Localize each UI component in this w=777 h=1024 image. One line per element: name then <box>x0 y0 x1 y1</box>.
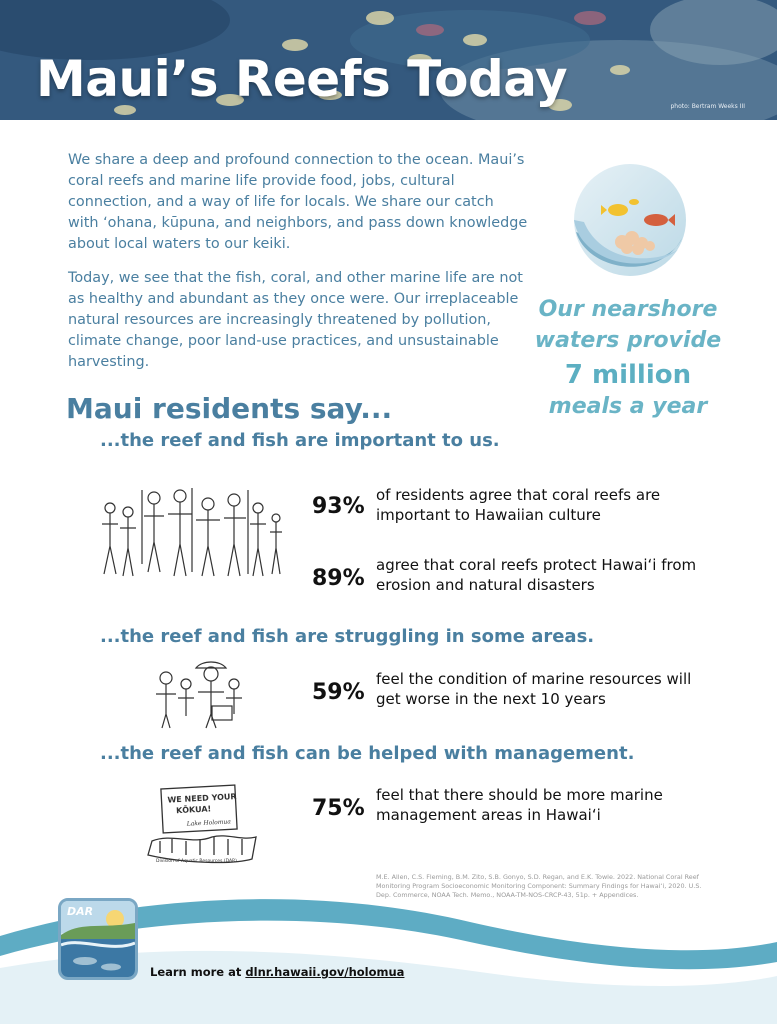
stat-percent: 89% <box>312 566 365 591</box>
section-heading-struggling: ...the reef and fish are struggling in some areas. <box>100 626 595 647</box>
tagline-meals-count: 7 million <box>564 360 692 390</box>
stat-text: of residents agree that coral reefs are important to Hawaiian culture <box>376 486 661 524</box>
section-heading-management: ...the reef and fish can be helped with management. <box>100 743 635 764</box>
family-group-sketch <box>150 658 248 730</box>
sign-text-line-2: KŌKUA! <box>175 804 212 816</box>
reef-circle-icon <box>570 160 690 280</box>
tagline-line-2: waters provide <box>534 328 722 353</box>
citation: M.E. Allen, C.S. Fleming, B.M. Zito, S.B. Gonyo, S.D. Regan, and E.K. Towle. 2022. National Coral Reef Monitoring Program Socioeconomic Monitoring Component: Summary Findings for Hawaiʻi, 2020. U.S. Dep. Commerce, NOAA Tech. Memo., NOAA-TM-NOS-CRCP-43, 51p. + Appendices. <box>376 873 702 899</box>
learn-more-prefix: Learn more at <box>150 965 242 979</box>
stat-text: feel that there should be more marine management areas in Hawaiʻi <box>376 786 663 824</box>
stat-percent: 59% <box>312 680 365 705</box>
intro-paragraph-1: We share a deep and profound connection to the ocean. Maui’s coral reefs and marine life provide food, jobs, cultural connection, and a way of life for locals. We share our catch with ʻohana, kūpuna, and neighbors, and pass down knowledge about local waters to our keiki. <box>68 152 528 252</box>
tagline-line-1: Our nearshore <box>538 297 718 322</box>
dar-logo-text: DAR <box>67 905 94 918</box>
community-group-sketch <box>96 484 292 584</box>
tagline-line-4: meals a year <box>548 394 708 419</box>
header-banner-photo <box>0 0 777 120</box>
sign-signature: Lake Holomua <box>186 818 232 828</box>
stat-percent: 93% <box>312 494 365 519</box>
we-need-your-kokua-sign-sketch <box>142 783 262 865</box>
sign-footer-text: Division of Aquatic Resources (DAR) <box>156 859 237 864</box>
photo-credit: photo: Bertram Weeks III <box>670 103 745 110</box>
section-heading-important: ...the reef and fish are important to us. <box>100 430 500 451</box>
stat-text: agree that coral reefs protect Hawaiʻi from erosion and natural disasters <box>376 556 697 594</box>
stat-text: feel the condition of marine resources will get worse in the next 10 years <box>376 670 692 708</box>
learn-more-link[interactable]: dlnr.hawaii.gov/holomua <box>245 965 405 979</box>
page-title: Maui’s Reefs Today <box>36 50 568 108</box>
survey-heading: Maui residents say... <box>66 392 393 425</box>
intro-paragraph-2: Today, we see that the fish, coral, and other marine life are not as healthy and abundant as they once were. Our irreplaceable natural resources are increasingly threatened by pollution, climate change, poor land-use practices, and unsustainable harvesting. <box>68 270 523 370</box>
sign-text-line-1: WE NEED YOUR <box>167 792 237 805</box>
dar-logo[interactable] <box>58 898 138 980</box>
learn-more-line <box>150 965 404 979</box>
stat-percent: 75% <box>312 796 365 821</box>
